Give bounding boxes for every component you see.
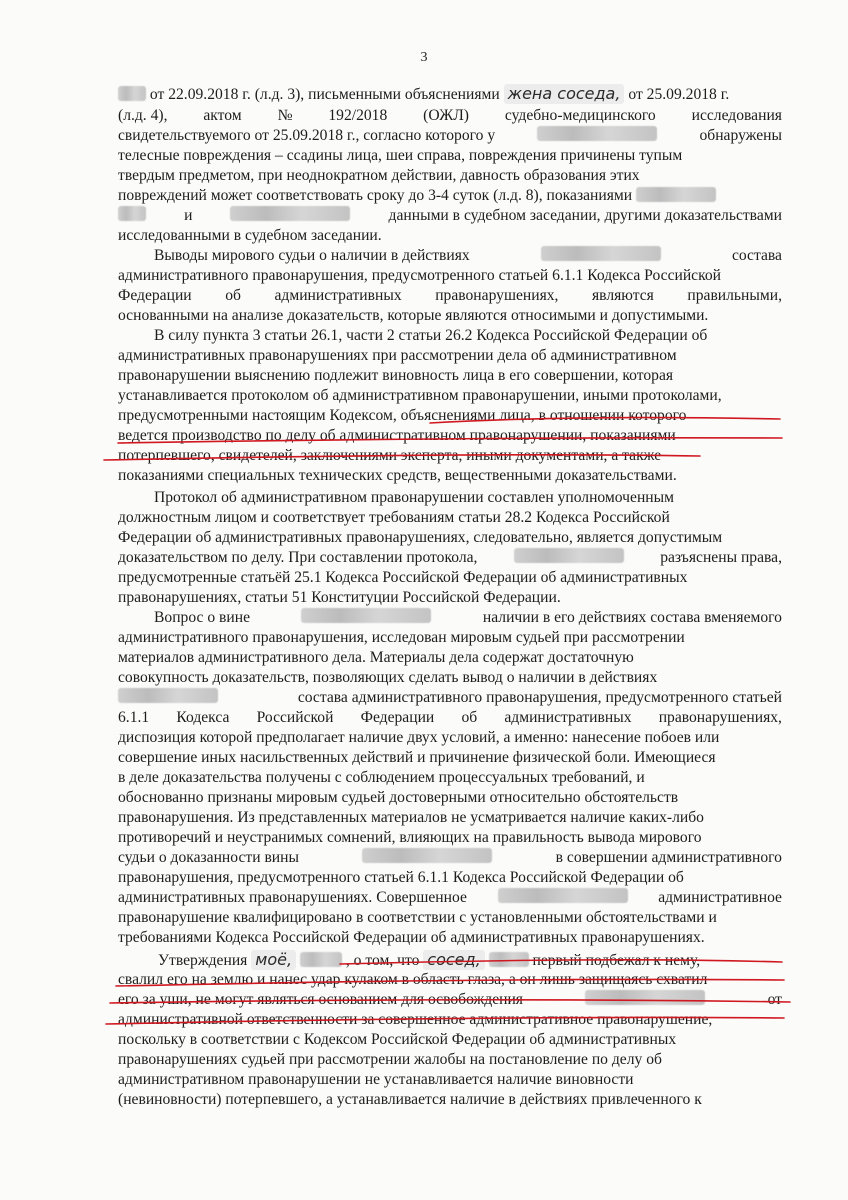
text-line: 6.1.1 Кодекса Российской Федерации об административных правонарушениях,: [118, 709, 782, 726]
redacted-name: [230, 206, 350, 221]
text-line: в деле доказательства получены с соблюдением процессуальных требований, и: [118, 769, 645, 786]
redacted-name: [537, 126, 657, 141]
text-line: материалов административного дела. Материалы дела содержат достаточную: [118, 649, 634, 666]
text-line: Федерации об административных правонарушениях, являются правильными,: [118, 287, 782, 304]
text-line: правонарушение квалифицировано в соответствии с установленными обстоятельствами и: [118, 909, 717, 926]
redacted-name: [489, 952, 529, 967]
redacted-name: [118, 86, 146, 101]
text-line: административных правонарушениях. Совершенное административное: [118, 889, 782, 906]
text-line: судьи о доказанности вины в совершении административного: [118, 849, 782, 866]
text-line: основанными на анализе доказательств, которые являются относимыми и допустимыми.: [118, 307, 709, 324]
redacted-name: [541, 246, 661, 261]
handwritten-note: жена соседа,: [504, 84, 625, 104]
text-line: поскольку в соответствии с Кодексом Российской Федерации об административных: [118, 1031, 677, 1048]
text-line: правонарушениях, статьи 51 Конституции Российской Федерации.: [118, 589, 561, 606]
text-line: телесные повреждения – ссадины лица, шеи справа, повреждения причинены тупым: [118, 147, 683, 164]
redacted-name: [585, 990, 705, 1005]
text-line: и данными в судебном заседании, другими доказательствами: [118, 206, 782, 226]
text-line: правонарушения, предусмотренного статьей 6.1.1 Кодекса Российской Федерации об: [118, 869, 684, 886]
text-line: потерпевшего, свидетелей, заключениями эксперта, иными документами, а также: [118, 447, 662, 464]
page-number: 3: [420, 50, 428, 65]
text-line: (л.д. 4), актом № 192/2018 (ОЖЛ) судебно-медицинского исследования: [118, 107, 782, 124]
text-line: Выводы мирового судьи о наличии в действиях состава: [154, 247, 782, 264]
text-line: В силу пункта 3 статьи 26.1, части 2 статьи 26.2 Кодекса Российской Федерации об: [154, 327, 708, 344]
text-line: должностным лицом и соответствует требованиям статьи 28.2 Кодекса Российской: [118, 509, 670, 526]
text-line: требованиями Кодекса Российской Федерации об административных правонарушениях.: [118, 929, 705, 946]
text-line: доказательством по делу. При составлении протокола, разъяснены права,: [118, 549, 782, 566]
redacted-name: [118, 206, 146, 221]
text-line: правонарушения. Из представленных материалов не усматривается наличие каких-либо: [118, 809, 704, 826]
text-line: ведется производство по делу об административном правонарушении, показаниями: [118, 427, 676, 444]
text-line: административного правонарушения, предусмотренного статьей 6.1.1 Кодекса Российской: [118, 267, 722, 284]
text-line: Утверждения моё, , о том, что сосед, первый подбежал к нему,: [158, 950, 701, 969]
text-line: Вопрос о вине наличии в его действиях состава вменяемого: [154, 609, 782, 626]
text-line: исследованными в судебном заседании.: [118, 227, 382, 244]
redacted-name: [636, 187, 716, 202]
text-line: его за уши, не могут являться основанием для освобождения от: [118, 991, 782, 1008]
text-line: обоснованно признаны мировым судьей достоверными относительно обстоятельств: [118, 789, 679, 806]
redacted-name: [514, 548, 624, 563]
text-line: от 22.09.2018 г. (л.д. 3), письменными объяснениями жена соседа, от 25.09.2018 г.: [118, 84, 782, 104]
text-line: состава административного правонарушения, предусмотренного статьей: [118, 688, 782, 708]
text-line: предусмотренными настоящим Кодексом, объяснениями лица, в отношении которого: [118, 407, 687, 424]
text-line: Федерации об административных правонарушениях, следовательно, является допустимым: [118, 529, 723, 546]
handwritten-note: сосед,: [423, 950, 484, 970]
text-line: свалил его на землю и нанес удар кулаком в область глаза, а он лишь защищаясь схватил: [118, 971, 708, 988]
text-line: предусмотренные статьёй 25.1 Кодекса Российской Федерации об административных: [118, 569, 688, 586]
text-line: административного правонарушения, исследован мировым судьей при рассмотрении: [118, 629, 685, 646]
redacted-name: [362, 848, 492, 863]
text-line: Протокол об административном правонарушении составлен уполномоченным: [154, 489, 674, 506]
text-line: административном правонарушении не устанавливается наличие виновности: [118, 1071, 634, 1088]
text-line: диспозиция которой предполагает наличие двух условий, а именно: нанесение побоев или: [118, 729, 720, 746]
text-line: противоречий и неустранимых сомнений, влияющих на правильность вывода мирового: [118, 829, 702, 846]
handwritten-note: моё,: [251, 950, 296, 970]
text-line: показаниями специальных технических средств, вещественными доказательствами.: [118, 467, 677, 484]
text-line: совокупность доказательств, позволяющих сделать вывод о наличии в действиях: [118, 669, 658, 686]
redacted-name: [301, 608, 431, 623]
text-line: устанавливается протоколом об административном правонарушении, иными протоколами,: [118, 387, 722, 404]
text-line: правонарушении выяснению подлежит виновность лица в его совершении, которая: [118, 367, 674, 384]
text-line: повреждений может соответствовать сроку до 3-4 суток (л.д. 8), показаниями: [118, 186, 782, 206]
text-line: правонарушениях судьей при рассмотрении жалобы на постановление по делу об: [118, 1051, 662, 1068]
text-line: твердым предметом, при неоднократном действии, давность образования этих: [118, 167, 640, 184]
redacted-name: [300, 952, 342, 967]
text-line: совершение иных насильственных действий и причинение физической боли. Имеющиеся: [118, 749, 716, 766]
text-line: свидетельствуемого от 25.09.2018 г., согласно которого у обнаружены: [118, 127, 782, 144]
redacted-name: [498, 888, 628, 903]
redacted-name: [118, 688, 218, 703]
text-line: административной ответственности за совершенное административное правонарушение,: [118, 1011, 713, 1028]
text-line: административных правонарушениях при рассмотрении дела об административном: [118, 347, 677, 364]
text-line: (невиновности) потерпевшего, а устанавливается наличие в действиях привлеченного к: [118, 1091, 702, 1108]
